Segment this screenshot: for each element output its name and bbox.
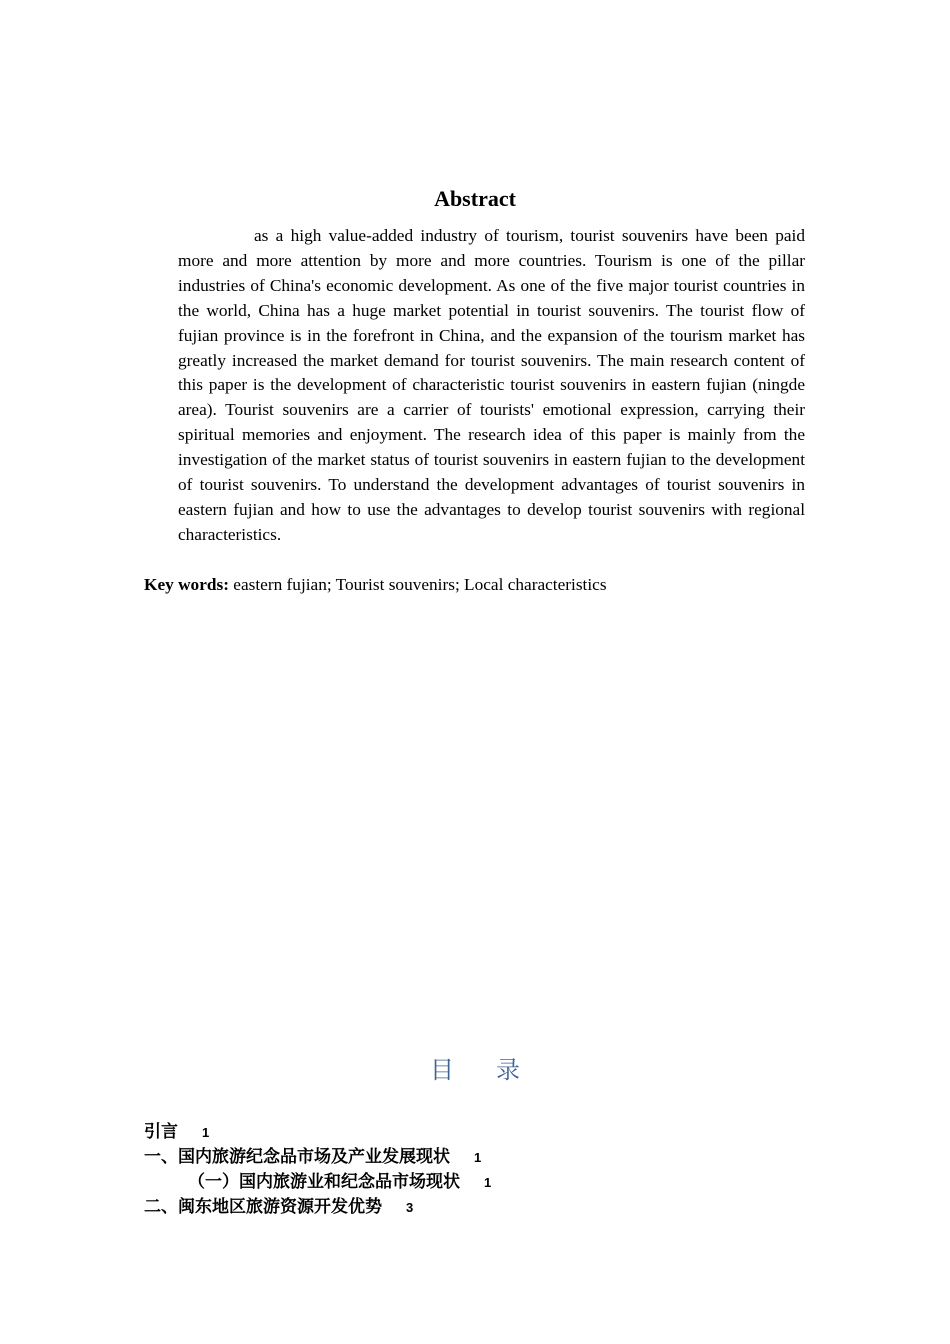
toc-item-label: 引言 [144,1122,178,1142]
toc-item-label: 二、闽东地区旅游资源开发优势 [144,1197,382,1217]
toc-title-char: 目 [430,1056,454,1084]
toc-title [0,1053,950,1087]
abstract-title: Abstract [434,186,516,211]
toc-item-page: 1 [202,1125,210,1140]
toc-item-section-1[interactable] [144,1145,491,1170]
toc-item-label: 一、国内旅游纪念品市场及产业发展现状 [144,1147,450,1167]
keywords-line [144,573,824,598]
toc-item-introduction[interactable] [144,1120,491,1145]
toc-title-char: 录 [496,1056,520,1084]
toc-item-page: 3 [406,1200,414,1215]
toc-item-page: 1 [484,1175,492,1190]
keywords-label: Key words: [144,575,229,594]
keywords-value: eastern fujian; Tourist souvenirs; Local characteristics [233,575,607,594]
toc-item-label: （一）国内旅游业和纪念品市场现状 [188,1172,460,1192]
toc-list [144,1120,491,1220]
abstract-body: as a high value-added industry of tourism, tourist souvenirs have been paid more and more attention by more and more countries. Tourism is one of the pillar industries of China's economic development. As one of the five major tourist countries in the world, China has a huge market potential in tourist souvenirs. The tourist flow of fujian province is in the forefront in China, and the expansion of the tourism market has greatly increased the market demand for tourist souvenirs. The main research content of this paper is the development of characteristic tourist souvenirs in eastern fujian (ningde area). Tourist souvenirs are a carrier of tourists' emotional expression, carrying their spiritual memories and enjoyment. The research idea of this paper is mainly from the investigation of the market status of tourist souvenirs in eastern fujian to the development of tourist souvenirs. To understand the development advantages of tourist souvenirs in eastern fujian and how to use the advantages to develop tourist souvenirs with regional characteristics. [178,226,805,544]
toc-item-section-1-1[interactable] [144,1170,491,1195]
toc-item-section-2[interactable] [144,1195,491,1220]
toc-item-page: 1 [474,1150,482,1165]
